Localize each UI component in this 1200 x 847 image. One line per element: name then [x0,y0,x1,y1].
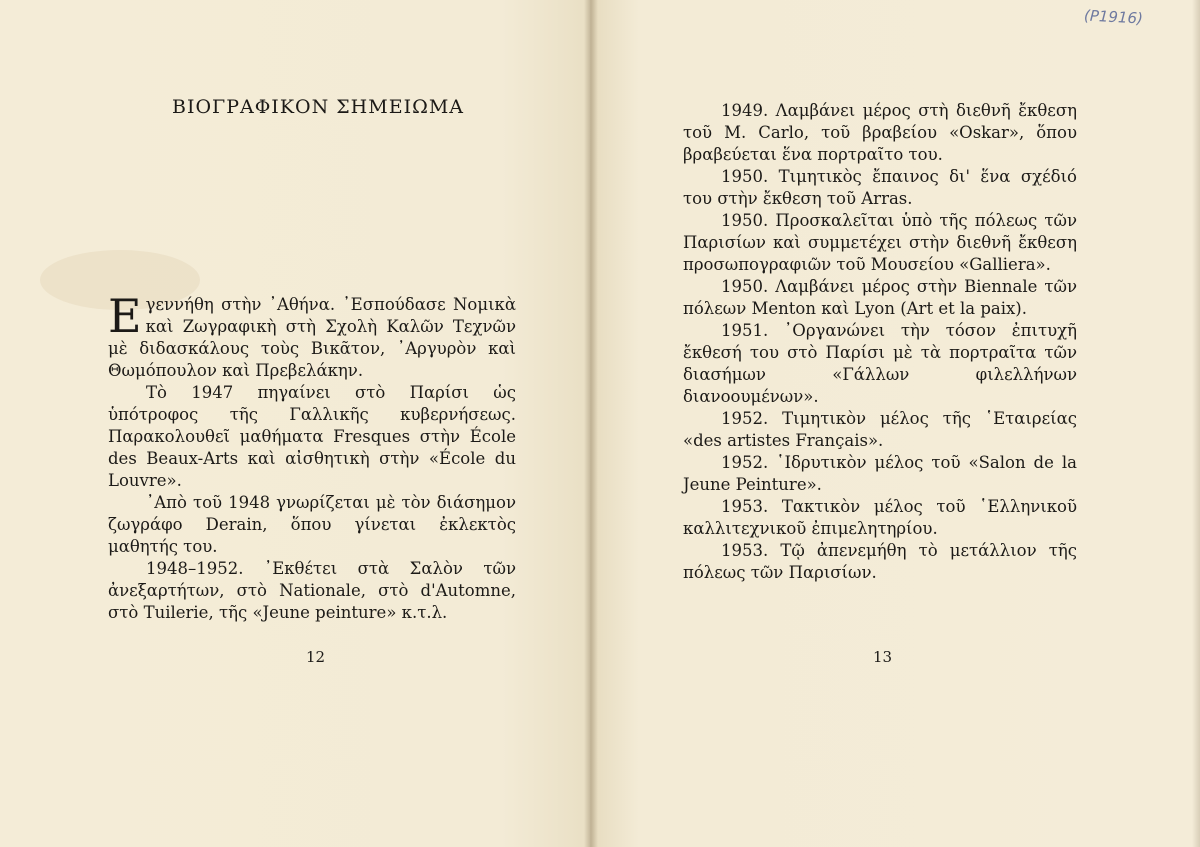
paragraph-1953-member: 1953. Τακτικὸν μέλος τοῦ ῾Ελληνικοῦ καλλιτεχνικοῦ ἐπιμελητηρίου. [683,497,1077,538]
biography-text-left [108,289,516,624]
paragraph-1953-medal: 1953. Τῷ ἀπενεμήθη τὸ μετάλλιον τῆς πόλεως τῶν Παρισίων. [683,541,1077,582]
page-title: ΒΙΟΓΡΑΦΙΚΟΝ ΣΗΜΕΙΩΜΑ [172,96,465,118]
paragraph-1949: 1949. Λαμβάνει μέρος στὴ διεθνῆ ἔκθεση τοῦ M. Carlo, τοῦ βραβείου «Oskar», ὅπου βραβεύεται ἕνα πορτραῖτο του. [683,101,1077,164]
paragraph-1950-biennale: 1950. Λαμβάνει μέρος στὴν Biennale τῶν πόλεων Menton καὶ Lyon (Art et la paix). [683,277,1077,318]
left-page [0,0,590,847]
paragraph-1947: Τὸ 1947 πηγαίνει στὸ Παρίσι ὡς ὑπότροφος τῆς Γαλλικῆς κυβερνήσεως. Παρακολουθεῖ μαθήματα Fresques στὴν École des Beaux-Arts καὶ αἰσθητικὴ στὴν «École du Louvre». [108,383,516,490]
paragraph-1950-arras: 1950. Τιμητικὸς ἔπαινος δι' ἕνα σχέδιό του στὴν ἔκθεση τοῦ Arras. [683,167,1077,208]
paragraph-1950-galliera: 1950. Προσκαλεῖται ὑπὸ τῆς πόλεως τῶν Παρισίων καὶ συμμετέχει στὴν διεθνῆ ἔκθεση προσωπογραφιῶν τοῦ Μουσείου «Galliera». [683,211,1077,274]
book-gutter [584,0,598,847]
paragraph-1948-1952: 1948–1952. ᾿Εκθέτει στὰ Σαλὸν τῶν ἀνεξαρτήτων, στὸ Nationale, στὸ d'Automne, στὸ Tuilerie, τῆς «Jeune peinture» κ.τ.λ. [108,559,516,622]
page-edge-shadow [1192,0,1200,847]
paragraph-birth [108,289,516,382]
paragraph-1952-salon: 1952. ῾Ιδρυτικὸν μέλος τοῦ «Salon de la Jeune Peinture». [683,453,1077,494]
page-number-left: 12 [306,648,326,666]
paragraph-1952-etaireia: 1952. Τιμητικὸν μέλος τῆς ῾Εταιρείας «des artistes Français». [683,409,1077,450]
paragraph-1951: 1951. ᾿Οργανώνει τὴν τόσον ἐπιτυχῆ ἔκθεσή του στὸ Παρίσι μὲ τὰ πορτραῖτα τῶν διασήμων «Γάλλων φιλελλήνων διανοουμένων». [683,321,1077,406]
paragraph-1948: ᾿Απὸ τοῦ 1948 γνωρίζεται μὲ τὸν διάσημον ζωγράφο Derain, ὅπου γίνεται ἐκλεκτὸς μαθητής του. [108,493,516,556]
biography-text-right [683,100,1077,584]
paragraph-text: γεννήθη στὴν ᾿Αθήνα. ᾿Εσπούδασε Νομικὰ καὶ Ζωγραφικὴ στὴ Σχολὴ Καλῶν Τεχνῶν μὲ διδασκάλους τοὺς Βικᾶτον, ᾿Αργυρὸν καὶ Θωμόπουλον καὶ Πρεβελάκην. [108,295,516,380]
drop-cap: Ε [108,289,142,343]
handwritten-annotation: (P1916) [1083,6,1144,28]
page-number-right: 13 [873,648,893,666]
